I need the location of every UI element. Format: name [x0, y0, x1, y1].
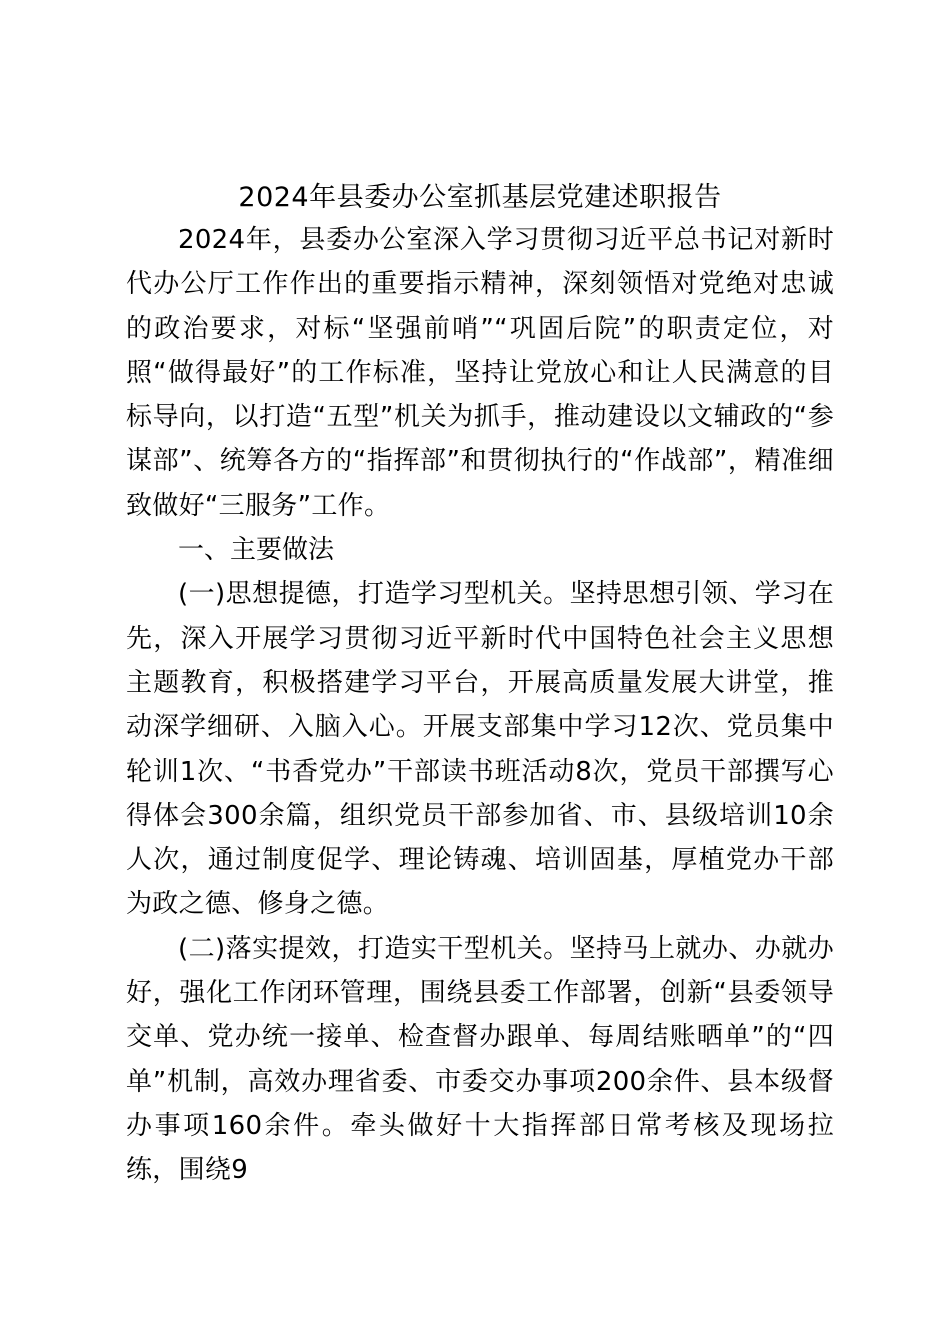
- document-title: 2024年县委办公室抓基层党建述职报告: [238, 182, 722, 213]
- paragraph-item-2: (二)落实提效，打造实干型机关。坚持马上就办、办就办好，强化工作闭环管理，围绕县委工作部署，创新“县委领导交单、党办统一接单、检查督办跟单、每周结账晒单”的“四单”机制，高效办理省委、市委交办事项200余件、县本级督办事项160余件。牵头做好十大指挥部日常考核及现场拉练，围绕9: [126, 933, 834, 1186]
- document-page: [126, 178, 834, 1193]
- intro-paragraph: 2024年，县委办公室深入学习贯彻习近平总书记对新时代办公厅工作作出的重要指示精神，深刻领悟对党绝对忠诚的政治要求，对标“坚强前哨”“巩固后院”的职责定位，对照“做得最好”的工作标准，坚持让党放心和让人民满意的目标导向，以打造“五型”机关为抓手，推动建设以文辅政的“参谋部”、统筹各方的“指挥部”和贯彻执行的“作战部”，精准细致做好“三服务”工作。: [126, 225, 834, 521]
- paragraph-item-1: (一)思想提德，打造学习型机关。坚持思想引领、学习在先，深入开展学习贯彻习近平新时代中国特色社会主义思想主题教育，积极搭建学习平台，开展高质量发展大讲堂，推动深学细研、入脑入心。开展支部集中学习12次、党员集中轮训1次、“书香党办”干部读书班活动8次，党员干部撰写心得体会300余篇，组织党员干部参加省、市、县级培训10余人次，通过制度促学、理论铸魂、培训固基，厚植党办干部为政之德、修身之德。: [126, 579, 834, 920]
- section-heading-main-practices: 一、主要做法: [178, 535, 335, 566]
